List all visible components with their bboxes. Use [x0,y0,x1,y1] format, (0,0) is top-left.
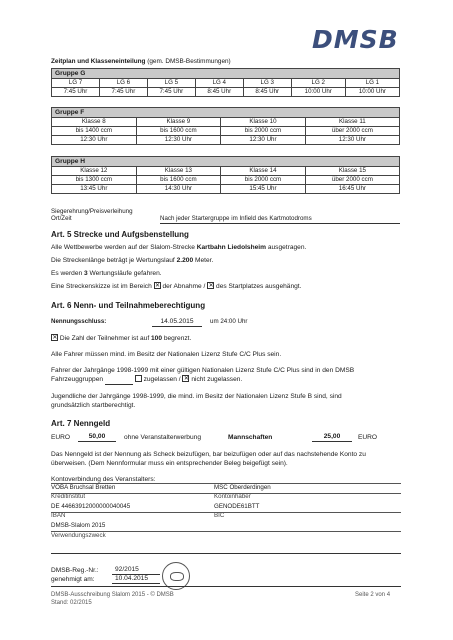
group-cell: Klasse 8 [52,118,137,127]
bank-rule [51,531,401,532]
approved-date: 10.04.2015 [112,574,160,584]
reg-label: DMSB-Reg.-Nr.: [51,567,99,574]
dmsb-logo: DMSB [312,25,399,54]
payment-text-2: überweisen. (Dem Nennformular muss ein entsprechender Beleg beigefügt sein). [51,460,288,467]
payment-text-1: Das Nenngeld ist der Nennung als Scheck beizufügen, bar beizufügen oder auf das nachstehende Konto zu [51,451,366,458]
group-cell: bis 1400 ccm [52,127,137,136]
art5-line-2 [51,256,213,265]
ceremony-label-1: Siegerehrung/Preisverleihung [51,208,133,215]
group-cell: Klasse 9 [136,118,221,127]
bank-row [51,512,401,521]
footer-divider [51,586,401,587]
art5-run-count: 3 [84,270,88,277]
group-f-header: Gruppe F [52,108,400,118]
group-cell: Klasse 14 [221,167,306,176]
fee-single-label: ohne Veranstalterwerbung [124,434,201,441]
group-cell: bis 2000 ccm [221,176,306,185]
limit-checkbox[interactable] [51,334,58,341]
year-text-2-c: nicht zugelassen. [191,376,243,383]
group-g-header: Gruppe G [52,69,400,79]
bank-row [51,484,401,493]
group-cell: bis 1300 ccm [52,176,137,185]
account-holder-value: MSC Oberderdingen [214,484,271,491]
group-h-header: Gruppe H [52,157,400,167]
group-cell: Klasse 11 [305,118,399,127]
art5-line-1 [51,243,306,252]
group-cell: 12:30 Uhr [221,136,306,145]
group-cell: über 2000 ccm [305,176,399,185]
year-text-2-b: zugelassen / [143,376,181,383]
bank-rule [51,493,401,494]
nicht-zugelassen-checkbox[interactable] [182,375,189,382]
art6-limit-c: begrenzt. [162,335,192,342]
group-cell: 8:45 Uhr [195,88,243,97]
team-label: Mannschaften [228,434,273,441]
page-number: Seite 2 von 4 [355,592,391,598]
group-cell: LG 2 [291,79,345,88]
group-cell: 13:45 Uhr [52,185,137,194]
group-cell: 12:30 Uhr [52,136,137,145]
group-cell: 7:45 Uhr [147,88,195,97]
year-text-2-a: Fahrzeuggruppen [51,376,104,383]
iban-value: DE 44663912000000040045 [51,503,131,510]
group-cell: 15:45 Uhr [221,185,306,194]
art5-track-length: 2.200 [176,257,194,264]
reg-number: 92/2015 [112,565,160,575]
bank-row [51,493,401,502]
bank-row [51,532,401,541]
art5-line-4-b: der Abnahme / [162,283,206,290]
schedule-title-main: Zeitplan und Klasseneinteilung [51,58,146,65]
group-cell: Klasse 15 [305,167,399,176]
youth-text-1: Jugendliche der Jahrgänge 1998-1999, die mind. im Besitz der Nationalen Lizenz Stufe B sind, sind [51,393,342,400]
iban-label: IBAN [51,512,66,519]
schedule-title [51,58,231,65]
art5-track-name: Kartbahn Liedolsheim [196,244,266,251]
fee-single: 50,00 [78,432,116,442]
group-g-table [51,68,400,97]
zugelassen-checkbox[interactable] [135,375,142,382]
deadline-time: um 24:00 Uhr [210,318,248,325]
footer-left-2: Stand: 02/2015 [51,600,92,606]
group-cell: LG 4 [195,79,243,88]
group-cell: Klasse 13 [136,167,221,176]
bank-heading: Kontoverbindung des Veranstalters: [51,476,156,483]
bic-value: GENODE61BTT [214,503,260,510]
footer-left-1: DMSB-Ausschreibung Slalom 2015 - © DMSB [51,592,174,598]
group-cell: LG 1 [345,79,399,88]
deadline-date: 14.05.2015 [152,317,202,327]
bank-row [51,503,401,512]
art5-line-2-a: Die Streckenlänge beträgt je Wertungslauf [51,257,177,264]
group-cell: 8:45 Uhr [243,88,291,97]
art6-limit-a: Die Zahl der Teilnehmer ist auf [59,335,151,342]
group-f-table [51,107,400,145]
currency-2: EURO [358,434,378,441]
abnahme-checkbox[interactable] [154,282,161,289]
currency-1: EURO [51,434,71,441]
year-text-2 [51,375,242,385]
group-cell: 7:45 Uhr [52,88,100,97]
group-cell: 12:30 Uhr [305,136,399,145]
group-cell: bis 1600 ccm [136,176,221,185]
bank-rule [51,512,401,513]
art5-line-4-a: Eine Streckenskizze ist im Bereich [51,283,152,290]
art6-limit-line [51,334,191,343]
group-cell: LG 7 [52,79,100,88]
youth-text-2: grundsätzlich startberechtigt. [51,402,136,409]
bank-institute-label: Kreditinstitut [51,493,86,500]
art5-line-3 [51,269,162,278]
group-cell: über 2000 ccm [305,127,399,136]
participant-limit: 100 [150,335,162,342]
art5-line-4 [51,282,301,291]
group-cell: LG 3 [243,79,291,88]
group-cell: bis 1600 ccm [136,127,221,136]
purpose-value: DMSB-Slalom 2015 [51,522,106,529]
ceremony-label-2: Ort/Zeit [51,215,72,222]
group-cell: bis 2000 ccm [221,127,306,136]
art5-line-3-a: Es werden [51,270,84,277]
vehicle-group-blank[interactable] [105,375,133,385]
art7-heading: Art. 7 Nenngeld [51,419,111,428]
group-cell: 7:45 Uhr [99,88,147,97]
bic-label: BIC [214,512,225,519]
license-requirement: Alle Fahrer müssen mind. im Besitz der Nationalen Lizenz Stufe C/C Plus sein. [51,351,282,358]
group-cell: Klasse 12 [52,167,137,176]
art5-heading: Art. 5 Strecke und Aufgsbenstellung [51,230,189,239]
group-cell: 12:30 Uhr [136,136,221,145]
art5-line-4-c: des Startplatzes ausgehängt. [216,283,302,290]
bank-row [51,522,401,531]
ceremony-value: Nach jeder Startergruppe im Infield des Kartmotodroms [160,215,400,224]
deadline-label: Nennungsschluss: [51,318,107,325]
schedule-title-sub: (gem. DMSB-Bestimmungen) [147,58,231,65]
year-text-1: Fahrer der Jahrgänge 1998-1999 mit einer gültigen Nationalen Lizenz Stufe C/C Plus sind in den DMSB [51,367,355,374]
group-cell: LG 5 [147,79,195,88]
art5-line-2-c: Meter. [193,257,214,264]
bank-institute-value: VOBA Bruchsal Bretten [51,484,116,491]
purpose-label: Verwendungszweck [51,532,106,539]
group-cell: LG 6 [99,79,147,88]
art5-line-3-c: Wertungsläufe gefahren. [87,270,162,277]
art5-line-1-c: ausgetragen. [266,244,307,251]
group-cell: 16:45 Uhr [305,185,399,194]
section-divider [51,553,401,554]
account-holder-label: Kontoinhaber [214,493,251,500]
group-h-table [51,156,400,194]
group-cell: 14:30 Uhr [136,185,221,194]
art5-line-1-a: Alle Wettbewerbe werden auf der Slalom-Strecke [51,244,197,251]
startplatz-checkbox[interactable] [207,282,214,289]
group-cell: Klasse 10 [221,118,306,127]
group-cell: 10:00 Uhr [345,88,399,97]
art6-heading: Art. 6 Nenn- und Teilnahmeberechtigung [51,301,206,310]
fee-team: 25,00 [312,432,352,442]
group-cell: 10:00 Uhr [291,88,345,97]
approved-label: genehmigt am: [51,576,95,583]
